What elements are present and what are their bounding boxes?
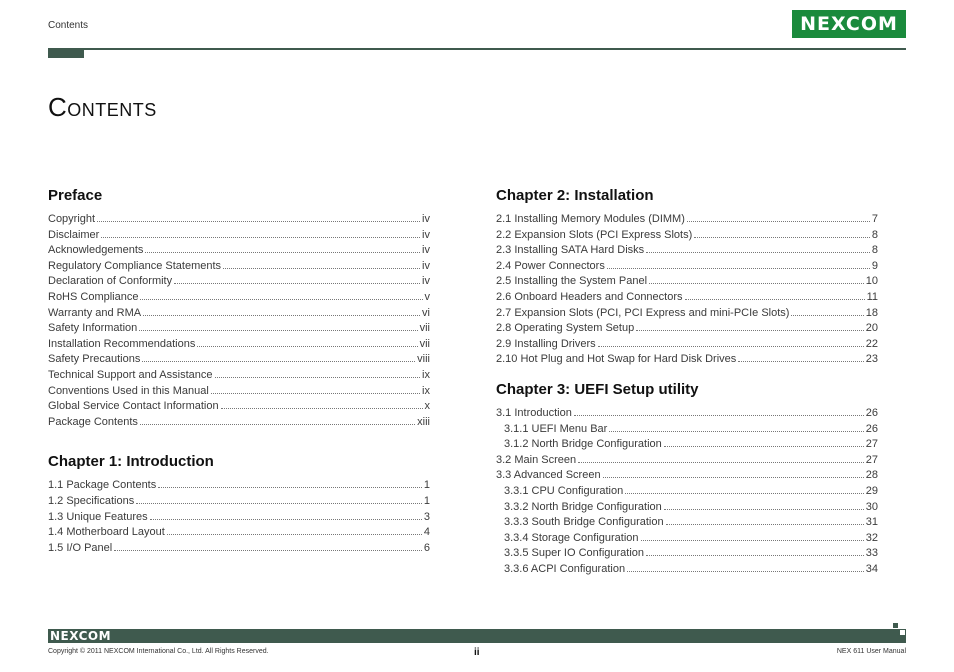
toc-entry-page: 6 [423, 541, 430, 554]
dot-leader [578, 453, 864, 463]
dot-leader [158, 478, 422, 488]
toc-entry-page: 27 [865, 438, 878, 451]
dot-leader [140, 290, 422, 300]
toc-entry[interactable] [48, 384, 430, 400]
toc-entry-title: 3.3.3 South Bridge Configuration [504, 516, 664, 529]
toc-entry-title: Global Service Contact Information [48, 400, 219, 413]
dot-leader [114, 541, 422, 551]
dot-leader [685, 290, 865, 300]
toc-entry[interactable] [496, 484, 878, 500]
dot-leader [649, 274, 864, 284]
dot-leader [167, 525, 422, 535]
dot-leader [221, 399, 423, 409]
toc-entry[interactable] [496, 274, 878, 290]
toc-entry-title: 2.6 Onboard Headers and Connectors [496, 290, 683, 303]
toc-entry[interactable] [496, 500, 878, 516]
toc-entry-title: 1.3 Unique Features [48, 510, 148, 523]
section-heading: Preface [48, 187, 103, 204]
toc-entry-title: RoHS Compliance [48, 290, 139, 303]
toc-entry[interactable] [48, 321, 430, 337]
toc-entry[interactable] [496, 243, 878, 259]
toc-entry-page: ix [422, 384, 430, 397]
dot-leader [791, 306, 863, 316]
toc-entry[interactable] [48, 541, 430, 557]
toc-entry-title: Conventions Used in this Manual [48, 384, 209, 397]
toc-entry-title: 3.3.2 North Bridge Configuration [504, 500, 662, 513]
toc-entry-title: Declaration of Conformity [48, 275, 173, 288]
dot-leader [694, 228, 870, 238]
toc-entry-title: 1.2 Specifications [48, 494, 135, 507]
toc-entry-page: iv [422, 228, 430, 241]
toc-entry-page: viii [417, 353, 430, 366]
dot-leader [646, 546, 864, 556]
toc-entry-title: 3.1 Introduction [496, 406, 572, 419]
toc-list [496, 406, 878, 578]
toc-entry-page: 26 [865, 406, 878, 419]
nexcom-logo [792, 10, 906, 38]
toc-entry-title: 3.3 Advanced Screen [496, 469, 601, 482]
dot-leader [641, 531, 864, 541]
toc-entry-page: 23 [865, 353, 878, 366]
toc-entry-page: xiii [417, 415, 430, 428]
toc-entry-page: 20 [865, 322, 878, 335]
toc-entry[interactable] [48, 494, 430, 510]
footer-squares-icon [893, 629, 906, 643]
toc-entry[interactable] [48, 337, 430, 353]
toc-entry-page: iv [422, 213, 430, 225]
running-header: Contents [48, 20, 89, 31]
toc-entry-page: ix [422, 368, 430, 381]
toc-entry-page: 32 [865, 531, 878, 544]
toc-list [48, 478, 430, 556]
toc-entry-page: 1 [423, 494, 430, 507]
dot-leader [145, 243, 420, 253]
toc-entry-title: 2.3 Installing SATA Hard Disks [496, 244, 645, 257]
header-accent-block [48, 50, 84, 58]
dot-leader [140, 415, 415, 425]
toc-entry[interactable] [496, 453, 878, 469]
toc-entry-page: 30 [865, 500, 878, 513]
toc-entry-page: x [424, 400, 430, 413]
toc-entry-page: 3 [423, 510, 430, 523]
toc-entry-title: 2.10 Hot Plug and Hot Swap for Hard Disk Drives [496, 353, 737, 366]
dot-leader [603, 468, 864, 478]
toc-entry[interactable] [48, 290, 430, 306]
toc-entry[interactable] [496, 531, 878, 547]
dot-leader [143, 306, 420, 316]
toc-entry[interactable] [48, 352, 430, 368]
toc-section-chapter-3 [496, 380, 878, 578]
toc-entry[interactable] [48, 478, 430, 494]
toc-entry[interactable] [496, 468, 878, 484]
dot-leader [664, 500, 864, 510]
dot-leader [174, 274, 420, 284]
dot-leader [664, 437, 864, 447]
toc-entry[interactable] [496, 437, 878, 453]
toc-entry[interactable] [48, 259, 430, 275]
toc-entry-title: Copyright [48, 213, 96, 225]
toc-entry[interactable] [496, 515, 878, 531]
logo-inner [795, 13, 903, 35]
dot-leader [607, 259, 870, 269]
toc-entry[interactable] [496, 562, 878, 578]
toc-entry-title: 3.2 Main Screen [496, 453, 577, 466]
toc-entry-title: 2.1 Installing Memory Modules (DIMM) [496, 213, 685, 225]
toc-entry[interactable] [48, 212, 430, 228]
toc-entry[interactable] [496, 306, 878, 322]
dot-leader [598, 337, 864, 347]
section-heading: Chapter 1: Introduction [48, 453, 214, 471]
dot-leader [627, 562, 864, 572]
toc-list [48, 212, 430, 430]
toc-entry-page: vii [419, 322, 430, 335]
dot-leader [738, 352, 863, 362]
toc-entry-title: 2.7 Expansion Slots (PCI, PCI Express and mini-PCIe Slots) [496, 306, 790, 319]
footer-bar [48, 629, 906, 643]
toc-entry[interactable] [496, 422, 878, 438]
dot-leader [101, 228, 420, 238]
toc-entry-page: 4 [423, 526, 430, 539]
toc-entry[interactable] [496, 352, 878, 368]
toc-entry-page: 8 [871, 228, 878, 241]
toc-entry-page: 22 [865, 337, 878, 350]
toc-entry-page: 34 [865, 562, 878, 575]
toc-entry-page: vii [419, 337, 430, 350]
toc-entry[interactable] [496, 406, 878, 422]
page-number: ii [474, 647, 480, 658]
toc-left-column [48, 186, 430, 556]
dot-leader [223, 259, 420, 269]
toc-entry-page: iv [422, 259, 430, 272]
toc-entry[interactable] [48, 415, 430, 431]
dot-leader [646, 243, 870, 253]
dot-leader [574, 406, 864, 416]
toc-entry-page: 8 [871, 244, 878, 257]
page-title: Contents [48, 92, 157, 122]
toc-entry[interactable] [48, 274, 430, 290]
logo-text: NEXCOM [800, 13, 898, 35]
toc-entry-page: 28 [865, 469, 878, 482]
dot-leader [211, 384, 420, 394]
toc-entry-title: Package Contents [48, 415, 138, 428]
toc-entry-title: Warranty and RMA [48, 306, 142, 319]
toc-entry-page: 11 [866, 290, 878, 303]
header-rule [48, 48, 906, 50]
toc-entry-page: vi [422, 306, 430, 319]
dot-leader [625, 484, 864, 494]
toc-entry[interactable] [496, 337, 878, 353]
toc-entry[interactable] [48, 306, 430, 322]
dot-leader [97, 212, 420, 222]
toc-entry[interactable] [496, 290, 878, 306]
toc-entry[interactable] [48, 228, 430, 244]
toc-entry-title: 2.9 Installing Drivers [496, 337, 596, 350]
toc-entry-page: iv [422, 275, 430, 288]
toc-entry-title: Regulatory Compliance Statements [48, 259, 222, 272]
toc-entry-title: Acknowledgements [48, 244, 144, 257]
toc-entry-page: 29 [865, 484, 878, 497]
toc-entry[interactable] [48, 368, 430, 384]
toc-entry-page: 31 [865, 516, 878, 529]
toc-entry-title: 2.2 Expansion Slots (PCI Express Slots) [496, 228, 693, 241]
toc-entry[interactable] [48, 510, 430, 526]
toc-entry[interactable] [496, 212, 878, 228]
toc-entry[interactable] [48, 243, 430, 259]
dot-leader [142, 352, 415, 362]
dot-leader [687, 212, 870, 222]
dot-leader [139, 321, 417, 331]
toc-entry-page: 10 [865, 275, 878, 288]
dot-leader [609, 422, 863, 432]
toc-section-preface [48, 186, 430, 430]
toc-entry-title: 1.4 Motherboard Layout [48, 526, 165, 539]
dot-leader [636, 321, 864, 331]
toc-entry-title: 3.1.1 UEFI Menu Bar [504, 422, 608, 435]
toc-entry[interactable] [48, 525, 430, 541]
toc-list [496, 212, 878, 368]
toc-entry-title: 3.3.4 Storage Configuration [504, 531, 639, 544]
footer-copyright: Copyright © 2011 NEXCOM International Co., Ltd. All Rights Reserved. [48, 648, 269, 655]
toc-entry-title: 3.3.6 ACPI Configuration [504, 562, 626, 575]
toc-entry-title: 3.3.1 CPU Configuration [504, 484, 624, 497]
toc-entry-title: 2.4 Power Connectors [496, 259, 605, 272]
toc-section-chapter-2 [496, 186, 878, 368]
dot-leader [666, 515, 864, 525]
toc-entry-title: Technical Support and Assistance [48, 368, 213, 381]
footer-logo: NEXCOM [50, 629, 112, 643]
toc-entry-page: v [424, 290, 430, 303]
toc-entry-page: 7 [871, 213, 878, 225]
dot-leader [215, 368, 421, 378]
toc-right-column [496, 186, 878, 577]
toc-entry-page: 27 [865, 453, 878, 466]
toc-entry[interactable] [496, 259, 878, 275]
toc-entry[interactable] [496, 546, 878, 562]
toc-entry-title: Disclaimer [48, 228, 100, 241]
toc-entry[interactable] [496, 228, 878, 244]
toc-entry-page: 1 [423, 479, 430, 492]
toc-entry[interactable] [496, 321, 878, 337]
toc-entry-title: Safety Information [48, 322, 138, 335]
toc-entry-title: Installation Recommendations [48, 337, 196, 350]
toc-entry[interactable] [48, 399, 430, 415]
manual-name: NEX 611 User Manual [836, 648, 906, 655]
dot-leader [150, 510, 422, 520]
toc-entry-page: 33 [865, 547, 878, 560]
toc-entry-title: 1.5 I/O Panel [48, 541, 113, 554]
dot-leader [197, 337, 417, 347]
toc-section-chapter-1 [48, 452, 430, 556]
toc-entry-title: 2.5 Installing the System Panel [496, 275, 648, 288]
toc-entry-page: 26 [865, 422, 878, 435]
toc-entry-title: Safety Precautions [48, 353, 141, 366]
toc-entry-page: iv [422, 244, 430, 257]
section-heading: Chapter 2: Installation [496, 187, 654, 204]
toc-entry-title: 2.8 Operating System Setup [496, 322, 635, 335]
toc-entry-page: 18 [865, 306, 878, 319]
toc-entry-title: 3.3.5 Super IO Configuration [504, 547, 645, 560]
toc-entry-title: 1.1 Package Contents [48, 479, 157, 492]
section-heading: Chapter 3: UEFI Setup utility [496, 380, 699, 398]
dot-leader [136, 494, 422, 504]
toc-entry-page: 9 [871, 259, 878, 272]
toc-entry-title: 3.1.2 North Bridge Configuration [504, 438, 662, 451]
